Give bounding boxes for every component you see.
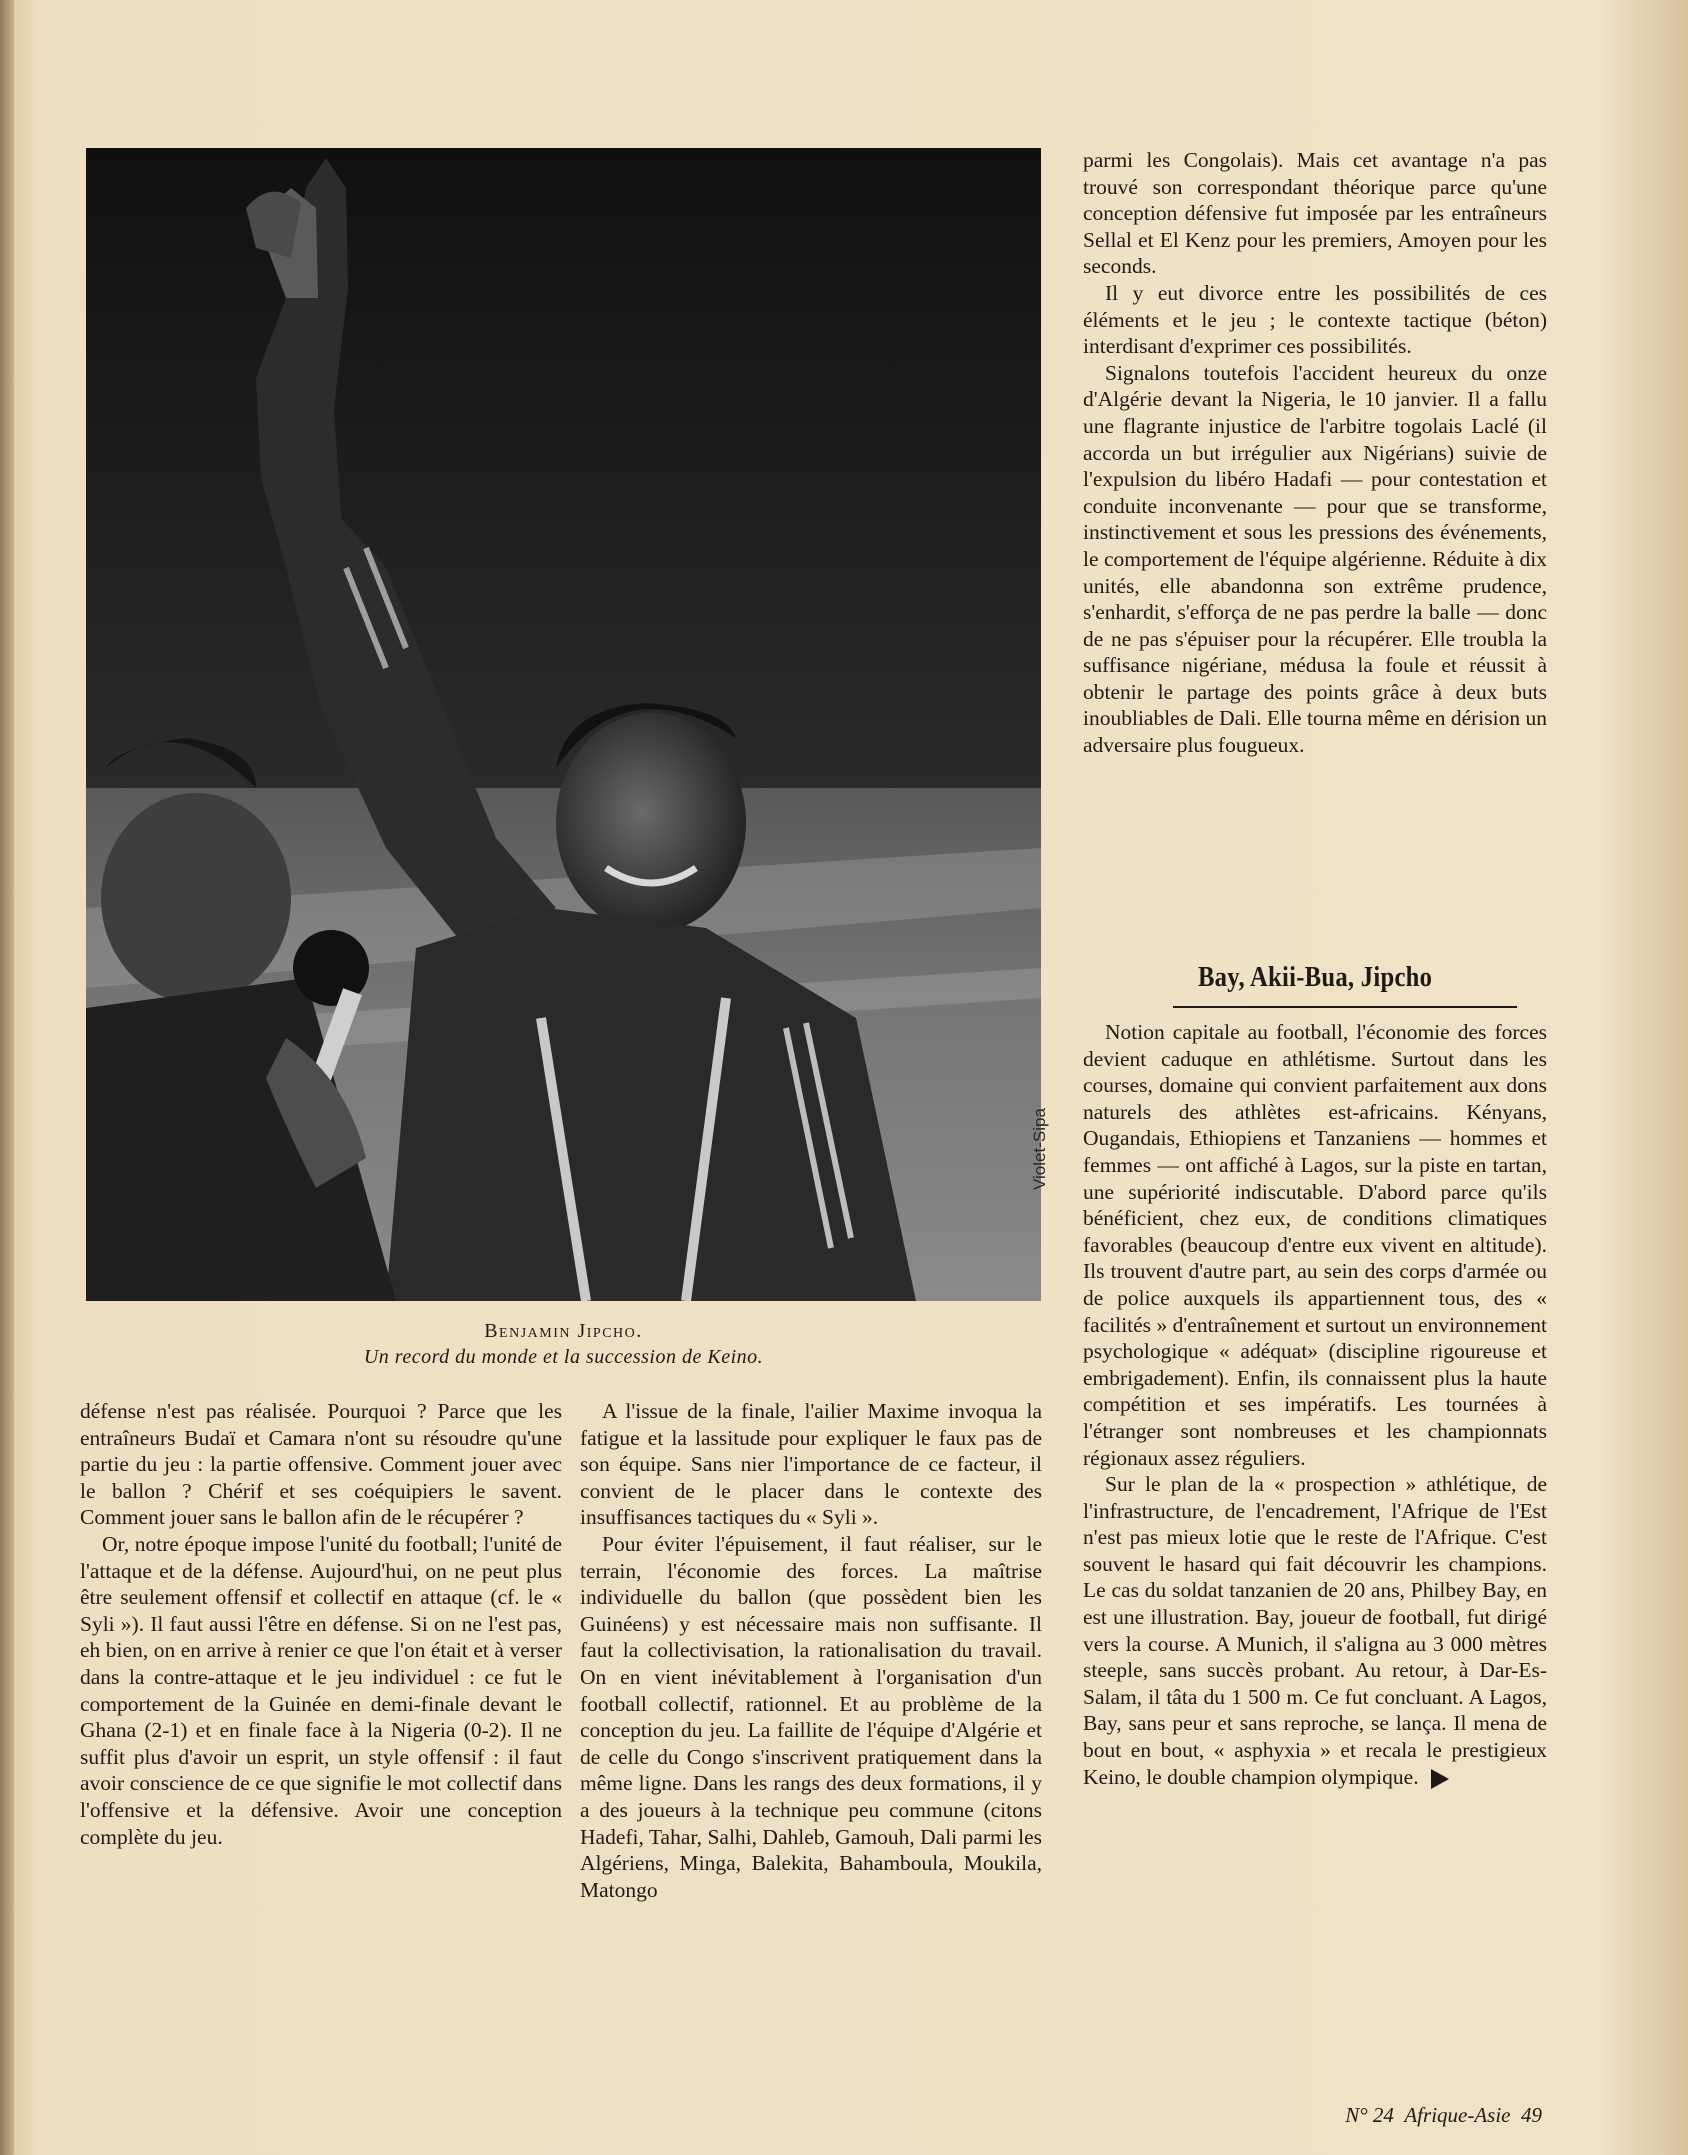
paragraph-last (1083, 1471, 1547, 1790)
section-heading-text: Bay, Akii-Bua, Jipcho (1197, 962, 1433, 993)
page-footer (1345, 2103, 1542, 2128)
paragraph: A l'issue de la finale, l'ailier Maxime invoqua la fatigue et la lassitude pour expliquer le faux pas de son équipe. Sans nier l'importance de ce facteur, il convient de le placer dans le contexte des insuffisances tactiques du « Syli ». (580, 1399, 1042, 1530)
paragraph-text: Sur le plan de la « prospection » athlétique, de l'infrastructure, de l'encadrement, l'Afrique de l'Est n'est pas mieux lotie que le reste de l'Afrique. C'est souvent le hasard qui fait découvrir les champions. Le cas du soldat tanzanien de 20 ans, Philbey Bay, en est une illustration. Bay, joueur de football, fut dirigé vers la course. A Munich, il s'aligna au 3 000 mètres steeple, sans succès probant. Au retour, à Dar-Es-Salam, il tâta du 1 500 m. Ce fut concluant. A Lagos, Bay, sans peur et sans reproche, se lança. Il mena de bout en bout, « asphyxia » et recala le prestigieux Keino, le double champion olympique. (1083, 1472, 1547, 1789)
heading-underline (1173, 1006, 1517, 1008)
paragraph: défense n'est pas réalisée. Pourquoi ? Parce que les entraîneurs Budaï et Camara n'ont su résoudre qu'une partie du jeu : la partie offensive. Comment jouer avec le ballon ? Chérif et ses coéquipiers le savent. Comment jouer sans le ballon afin de le récupérer ? (80, 1399, 562, 1530)
article-column-3-bottom (1083, 1019, 1547, 1790)
paragraph: Notion capitale au football, l'économie des forces devient caduque en athlétisme. Surtout dans les courses, domaine qui convient parfaitement aux dons naturels des athlètes est-africains. Kényans, Ougandais, Ethiopiens et Tanzaniens — hommes et femmes — ont affiché à Lagos, sur la piste en tartan, une supériorité indiscutable. D'abord parce qu'ils bénéficient, chez eux, de conditions climatiques favorables (beaucoup d'entre eux vivent en altitude). Ils trouvent d'autre part, au sein des corps d'armée ou de police auxquels ils appartiennent tous, des « facilités » d'entraînement et surtout un environnement psychologique « adéquat» (discipline rigoureuse et embrigadement). Enfin, ils connaissent plus la haute compétition et ses impératifs. Les tournées à l'étranger sont nombreuses et les championnats régionaux assez réguliers. (1083, 1020, 1547, 1470)
athlete-photo (86, 148, 1041, 1301)
page-number: 49 (1521, 2103, 1542, 2127)
paragraph: parmi les Congolais). Mais cet avantage n'a pas trouvé son correspondant théorique parce qu'une conception défensive fut imposée par les entraîneurs Sellal et El Kenz pour les premiers, Amoyen pour les seconds. (1083, 148, 1547, 279)
magazine-name: Afrique-Asie (1404, 2103, 1511, 2127)
paragraph: Pour éviter l'épuisement, il faut réaliser, sur le terrain, l'économie des forces. La maîtrise individuelle du ballon (que possèdent bien les Guinéens) y est nécessaire mais non suffisante. Il faut la collectivisation, la rationalisation du travail. On en vient inévitablement à l'organisation d'un football collectif, rationnel. Et au problème de la conception du jeu. La faillite de l'équipe d'Algérie et de celle du Congo s'inscrivent pratiquement dans la même ligne. Dans les rangs des deux formations, il y a des joueurs à la technique peu commune (citons Hadefi, Tahar, Salhi, Dahleb, Gamouh, Dali parmi les Algériens, Minga, Balekita, Bahamboula, Moukila, Matongo (580, 1531, 1042, 1902)
article-column-1 (80, 1398, 562, 1850)
section-heading (1083, 962, 1547, 994)
article-column-2 (580, 1398, 1042, 1903)
continued-arrow-icon (1431, 1769, 1449, 1789)
photo-illustration (86, 148, 1041, 1301)
article-column-3-top (1083, 147, 1547, 759)
caption-subtitle: Un record du monde et la succession de Keino. (363, 1346, 764, 1368)
issue-number: N° 24 (1345, 2103, 1394, 2127)
paragraph: Or, notre époque impose l'unité du football; l'unité de l'attaque et de la défense. Aujourd'hui, on ne peut plus être seulement offensif et collectif en attaque (cf. le « Syli »). Il faut aussi l'être en défense. Si on ne l'est pas, eh bien, on en arrive à renier ce que l'on était et à verser dans la contre-attaque et le jeu individuel : ce fut le comportement de la Guinée en demi-finale devant le Ghana (2-1) et en finale face à la Nigeria (0-2). Il ne suffit plus d'avoir un esprit, un style offensif : il faut avoir conscience de ce que signifie le mot collectif dans l'offensive et la défensive. Avoir une conception complète du jeu. (80, 1531, 562, 1849)
photo-credit: Violet-Sipa (1030, 1108, 1049, 1190)
caption-name: Benjamin Jipcho. (484, 1320, 643, 1342)
photo-caption (86, 1318, 1041, 1370)
paragraph: Il y eut divorce entre les possibilités de ces éléments et le jeu ; le contexte tactique (béton) interdisant d'exprimer ces possibilités. (1083, 280, 1547, 359)
page-spine-edge (0, 0, 14, 2155)
paragraph: Signalons toutefois l'accident heureux du onze d'Algérie devant la Nigeria, le 10 janvier. Il a fallu une flagrante injustice de l'arbitre togolais Laclé (il accorda un but irrégulier aux Nigérians) suivie de l'expulsion du libéro Hadafi — pour contestation et conduite inconvenante — pour que se transforme, instinctivement et sous les pressions des événements, le comportement de l'équipe algérienne. Réduite à dix unités, elle abandonna son extrême prudence, s'enhardit, s'efforça de ne pas perdre la balle — donc de ne pas s'épuiser pour la récupérer. Elle troubla la suffisance nigériane, médusa la foule et réussit à obtenir le partage des points grâce à deux buts inoubliables de Dali. Elle tourna même en dérision un adversaire plus fougueux. (1083, 360, 1547, 758)
